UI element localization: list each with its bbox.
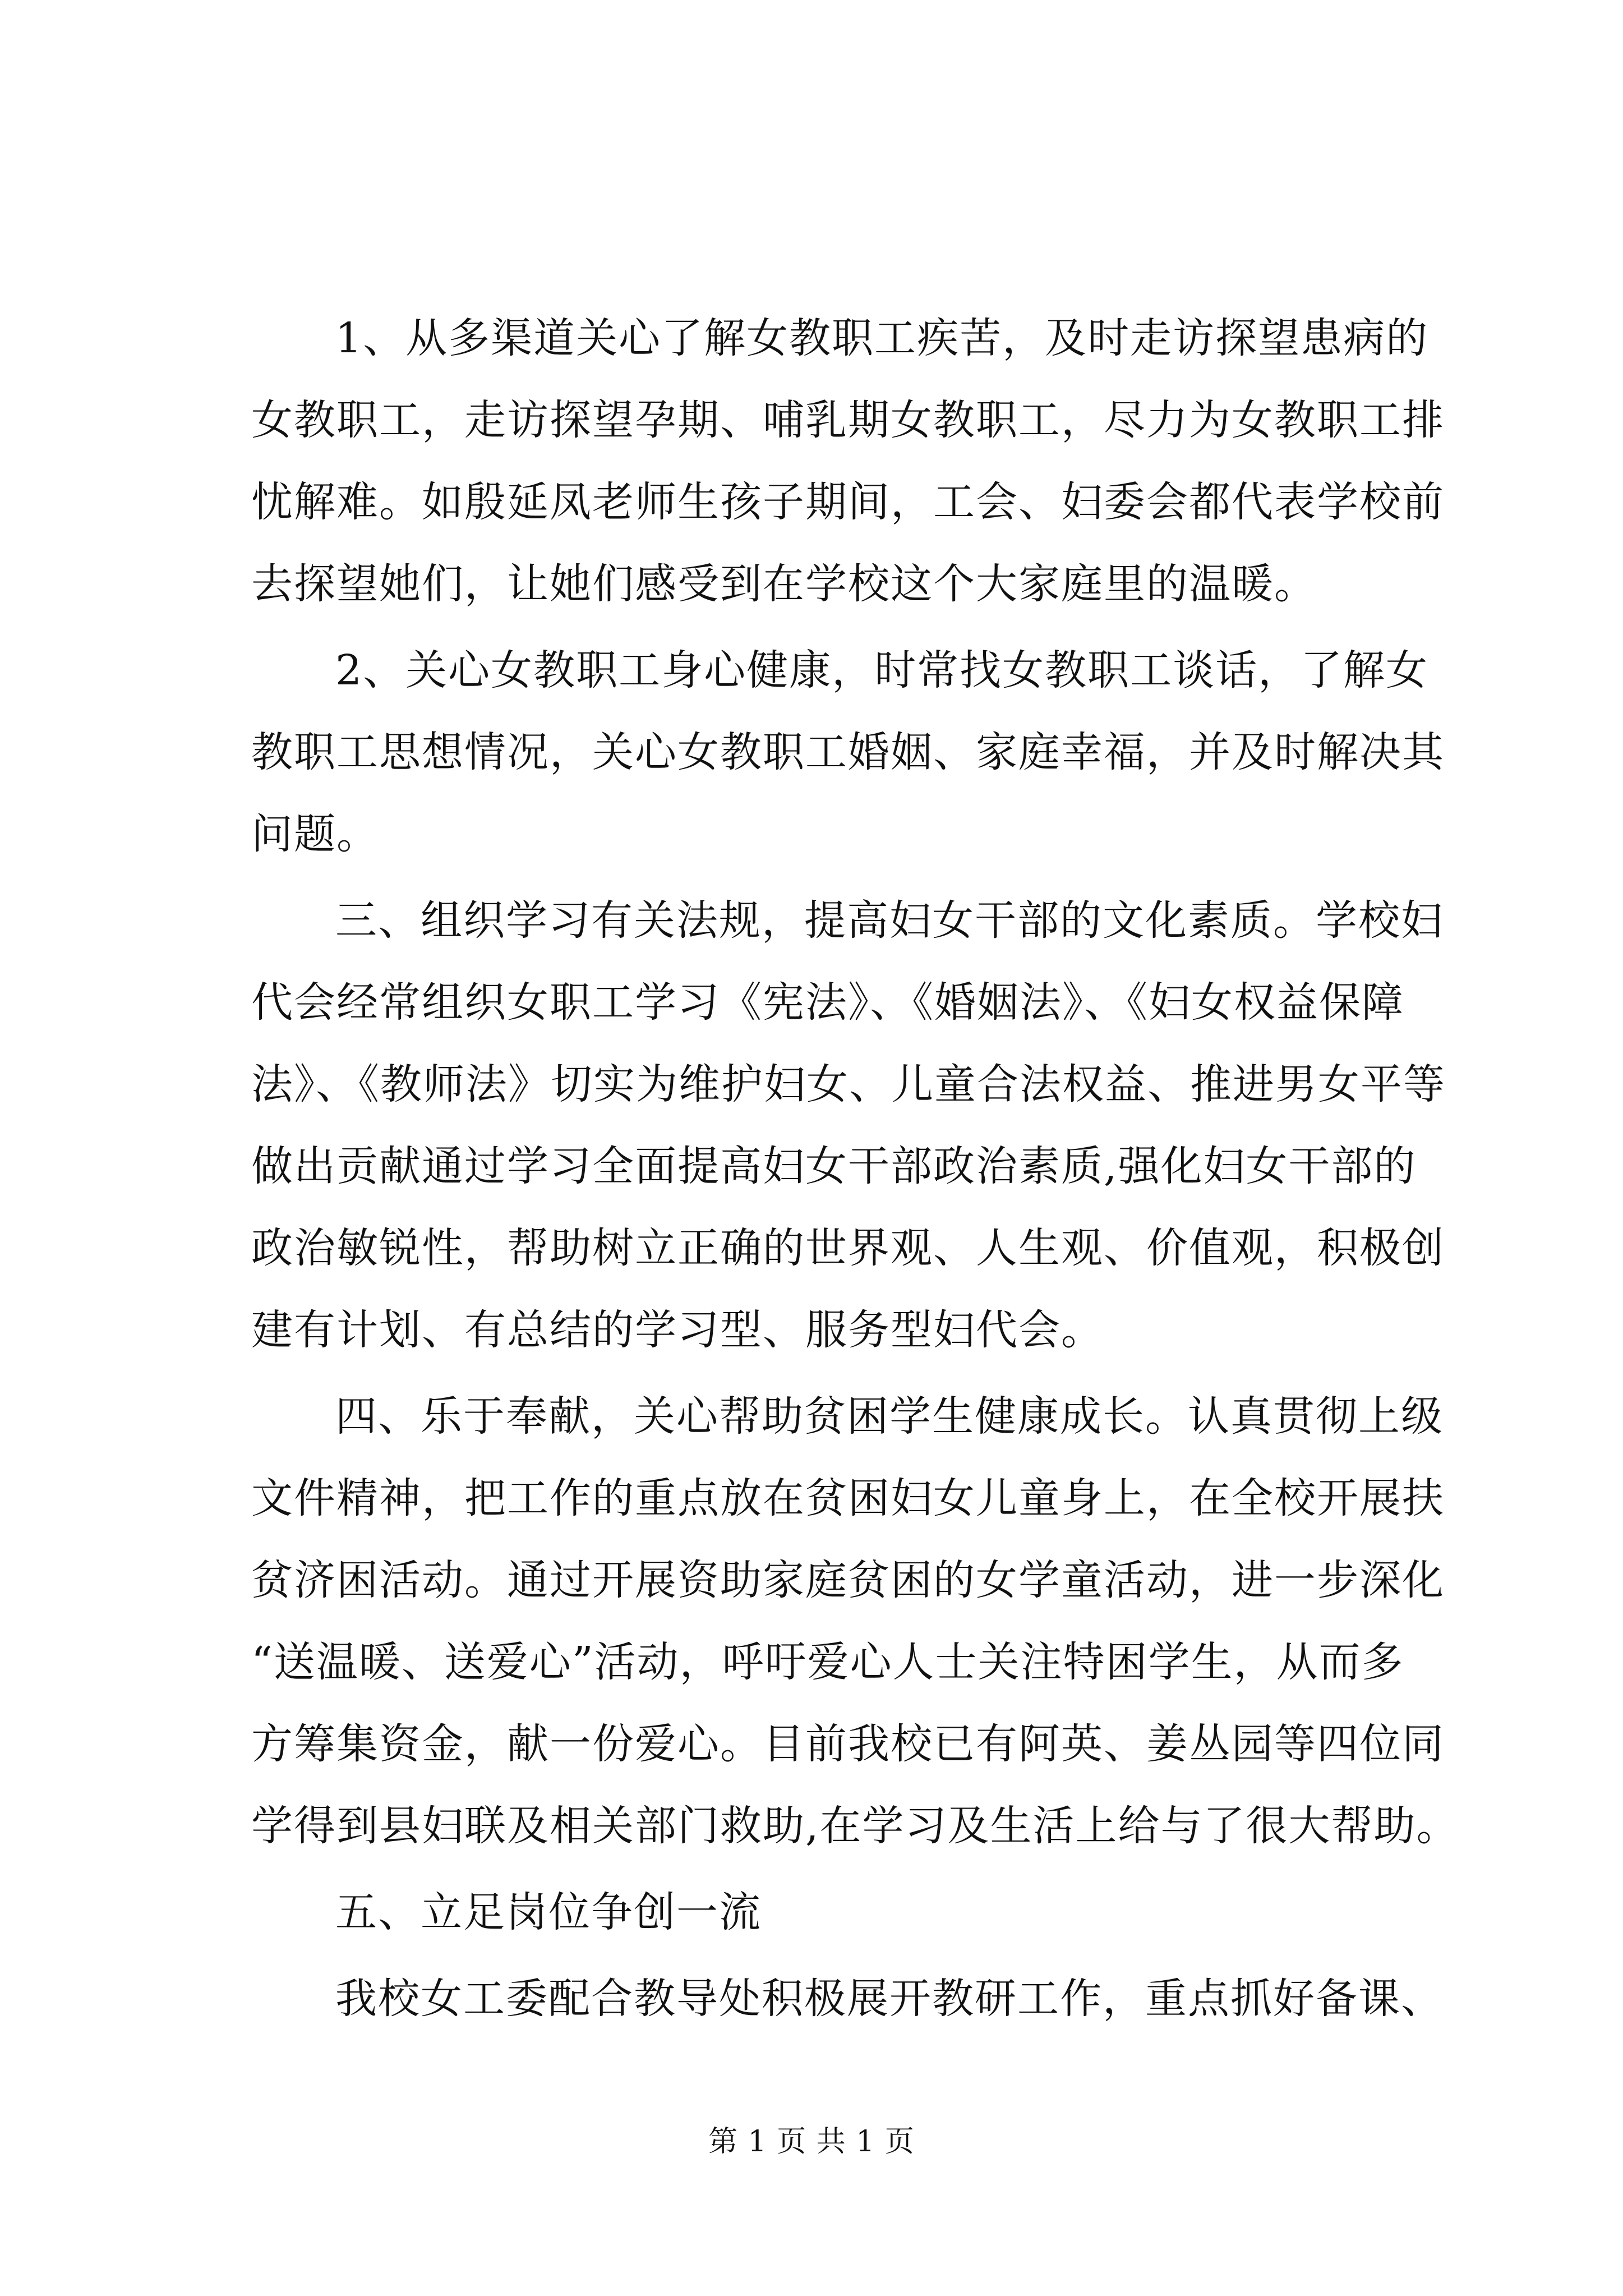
paragraph-line: 贫济困活动。通过开展资助家庭贫困的女学童活动，进一步深化 xyxy=(251,1556,1445,1604)
paragraph-line: 去探望她们，让她们感受到在学校这个大家庭里的温暖。 xyxy=(251,560,1317,608)
paragraph-line: 做出贡献通过学习全面提高妇女干部政治素质,强化妇女干部的 xyxy=(251,1142,1417,1190)
paragraph-line: 四、乐于奉献，关心帮助贫困学生健康成长。认真贯彻上级 xyxy=(335,1392,1444,1441)
paragraph-item-1 xyxy=(251,297,1451,625)
paragraph-section-5-body xyxy=(251,1958,1451,2040)
paragraph-section-3 xyxy=(251,880,1451,1371)
paragraph-line: 教职工思想情况，关心女教职工婚姻、家庭幸福，并及时解决其 xyxy=(251,728,1445,776)
paragraph-line: 2、关心女教职工身心健康，时常找女教职工谈话，了解女 xyxy=(335,646,1429,694)
paragraph-line: 三、组织学习有关法规，提高妇女干部的文化素质。学校妇 xyxy=(335,896,1444,945)
paragraph-line: 方筹集资金，献一份爱心。目前我校已有阿英、姜丛园等四位同 xyxy=(251,1720,1445,1768)
paragraph-line: “送温暖、送爱心”活动，呼吁爱心人士关注特困学生，从而多 xyxy=(251,1638,1404,1686)
paragraph-line: 1、从多渠道关心了解女教职工疾苦，及时走访探望患病的 xyxy=(335,314,1429,362)
paragraph-line: 代会经常组织女职工学习《宪法》、《婚姻法》、《妇女权益保障 xyxy=(251,978,1404,1027)
paragraph-line: 法》、《教师法》切实为维护妇女、儿童合法权益、推进男女平等 xyxy=(251,1060,1446,1108)
document-body xyxy=(251,297,1459,2044)
paragraph-item-2 xyxy=(251,629,1451,875)
paragraph-line: 建有计划、有总结的学习型、服务型妇代会。 xyxy=(251,1306,1104,1354)
paragraph-line: 五、立足岗位争创一流 xyxy=(335,1888,762,1936)
paragraph-section-4 xyxy=(251,1375,1459,1867)
paragraph-line: 女教职工，走访探望孕期、哺乳期女教职工，尽力为女教职工排 xyxy=(251,396,1445,444)
paragraph-line: 文件精神，把工作的重点放在贫困妇女儿童身上，在全校开展扶 xyxy=(251,1474,1445,1522)
paragraph-section-5-heading xyxy=(251,1871,1451,1953)
paragraph-line: 忧解难。如殷延凤老师生孩子期间，工会、妇委会都代表学校前 xyxy=(251,478,1445,526)
paragraph-line: 问题。 xyxy=(251,810,379,858)
paragraph-line: 我校女工委配合教导处积极展开教研工作，重点抓好备课、 xyxy=(335,1975,1444,2023)
paragraph-line: 学得到县妇联及相关部门救助,在学习及生活上给与了很大帮助。 xyxy=(251,1802,1459,1850)
page-number-footer: 第 1 页 共 1 页 xyxy=(708,2125,915,2159)
paragraph-line: 政治敏锐性，帮助树立正确的世界观、人生观、价值观，积极创 xyxy=(251,1224,1445,1272)
